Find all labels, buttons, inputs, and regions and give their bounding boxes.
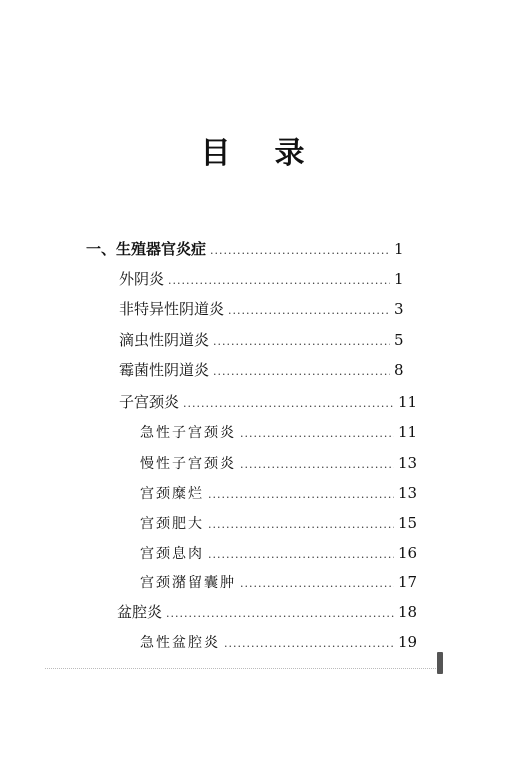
toc-entry — [117, 601, 420, 622]
toc-entry-label: 盆腔炎 — [117, 603, 163, 621]
leader-dots — [224, 637, 394, 650]
toc-entry — [140, 543, 420, 563]
toc-entry-page: 1 — [394, 240, 404, 258]
leader-dots — [240, 458, 394, 471]
toc-entry — [140, 513, 420, 533]
toc-entry-label: 子宫颈炎 — [119, 393, 180, 411]
toc-entry-label: 急性盆腔炎 — [140, 635, 220, 651]
toc-entry-label: 滴虫性阴道炎 — [119, 331, 210, 349]
toc-entry-label: 急性子宫颈炎 — [140, 425, 236, 441]
toc-entry-page: 5 — [394, 331, 404, 349]
leader-dots — [210, 244, 390, 257]
toc-entry-label: 慢性子宫颈炎 — [140, 456, 236, 472]
toc-entry-page: 11 — [398, 393, 418, 411]
leader-dots — [228, 304, 390, 317]
toc-entry-page: 13 — [398, 454, 418, 472]
toc-entry-label: 宫颈肥大 — [140, 516, 204, 532]
leader-dots — [213, 365, 390, 378]
leader-dots — [213, 335, 390, 348]
scan-artifact-line — [45, 668, 440, 670]
toc-entry-page: 16 — [398, 544, 418, 562]
toc-entry-label: 宫颈潴留囊肿 — [140, 575, 236, 591]
toc-entry-page: 1 — [394, 270, 404, 288]
leader-dots — [168, 274, 390, 287]
toc-entry — [119, 298, 416, 319]
toc-entry-label: 霉菌性阴道炎 — [119, 361, 210, 379]
title-char-2: 录 — [274, 136, 305, 171]
toc-entry — [140, 483, 420, 503]
leader-dots — [240, 427, 394, 440]
toc-entry-label: 宫颈息肉 — [140, 546, 204, 562]
leader-dots — [208, 488, 394, 501]
title-char-1: 目 — [200, 136, 231, 171]
toc-entry — [119, 359, 416, 380]
toc-entry — [119, 329, 416, 350]
toc-entry — [140, 422, 420, 442]
toc-entry-page: 13 — [398, 484, 418, 502]
toc-entry-page: 19 — [398, 633, 418, 651]
leader-dots — [208, 518, 394, 531]
toc-entry-page: 8 — [394, 361, 404, 379]
toc-entry-page: 11 — [398, 423, 418, 441]
leader-dots — [183, 397, 394, 410]
toc-entry — [119, 268, 416, 289]
toc-entry-page: 17 — [398, 573, 418, 591]
toc-entry — [140, 453, 420, 473]
toc-entry-page: 15 — [398, 514, 418, 532]
toc-entry — [119, 391, 420, 412]
toc-entry-label: 一、生殖器官炎症 — [86, 240, 207, 258]
scan-edge-mark — [437, 652, 443, 674]
toc-entry-label: 外阴炎 — [119, 270, 165, 288]
toc-entry-label: 宫颈糜烂 — [140, 486, 204, 502]
toc-entry — [140, 632, 420, 652]
leader-dots — [166, 607, 394, 620]
toc-entry-page: 18 — [398, 603, 418, 621]
toc-entry — [86, 238, 416, 259]
toc-entry-page: 3 — [394, 300, 404, 318]
leader-dots — [240, 577, 394, 590]
leader-dots — [208, 548, 394, 561]
toc-entry — [140, 572, 420, 592]
toc-entry-label: 非特异性阴道炎 — [119, 300, 225, 318]
